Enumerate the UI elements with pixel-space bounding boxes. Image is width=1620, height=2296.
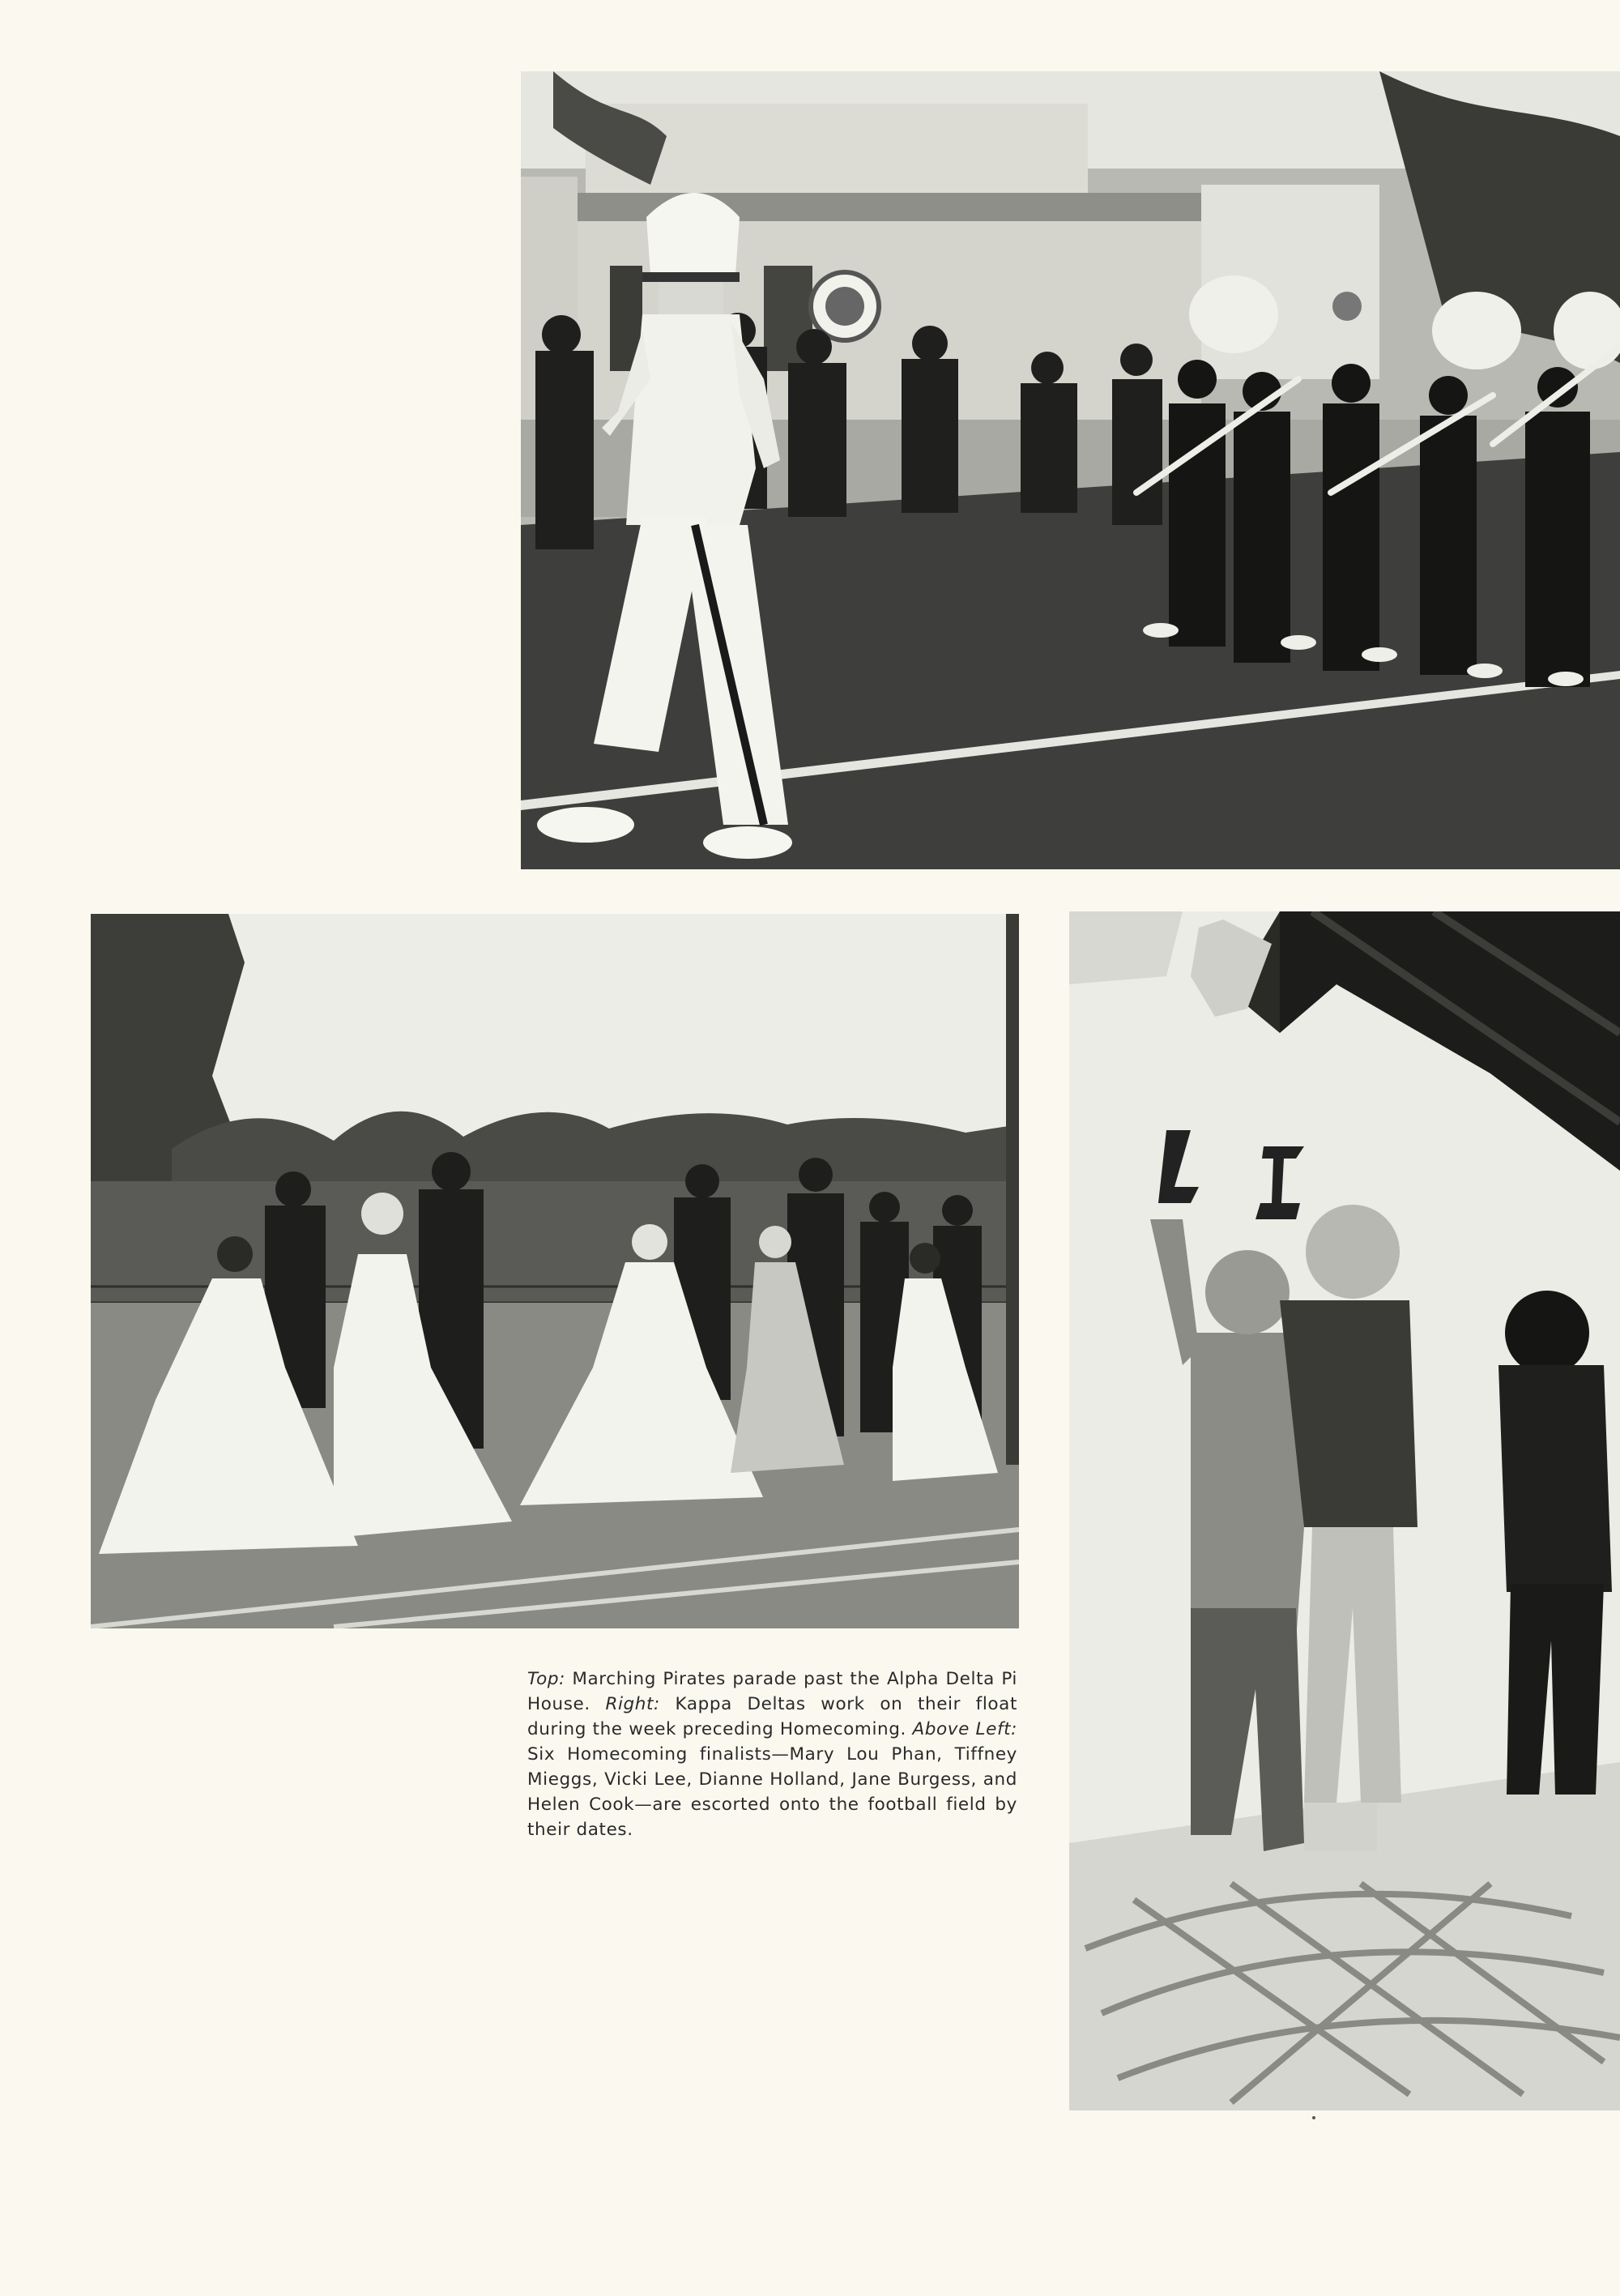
page-mark [1312, 2116, 1315, 2119]
float-photo [1069, 911, 1620, 2110]
caption-above-left-text: Six Homecoming finalists—Mary Lou Phan, Tiffney Mieggs, Vicki Lee, Dianne Holland, Jane Burgess, and Helen Cook—are escorted onto the football field by their dates. [527, 1744, 1017, 1840]
caption-right-label: Right: [605, 1694, 660, 1714]
caption-top-label: Top: [527, 1669, 565, 1689]
homecoming-court-photo [91, 914, 1019, 1628]
parade-photo [521, 71, 1620, 869]
caption-top-text: Marching Pirates parade past the Alpha Delta Pi House. [527, 1669, 1017, 1714]
caption-right-text: Kappa Deltas work on their float during the week preceding Homecoming. [527, 1694, 1017, 1739]
caption-above-left-label: Above Left: [912, 1719, 1017, 1739]
photo-caption [527, 1667, 1017, 1842]
